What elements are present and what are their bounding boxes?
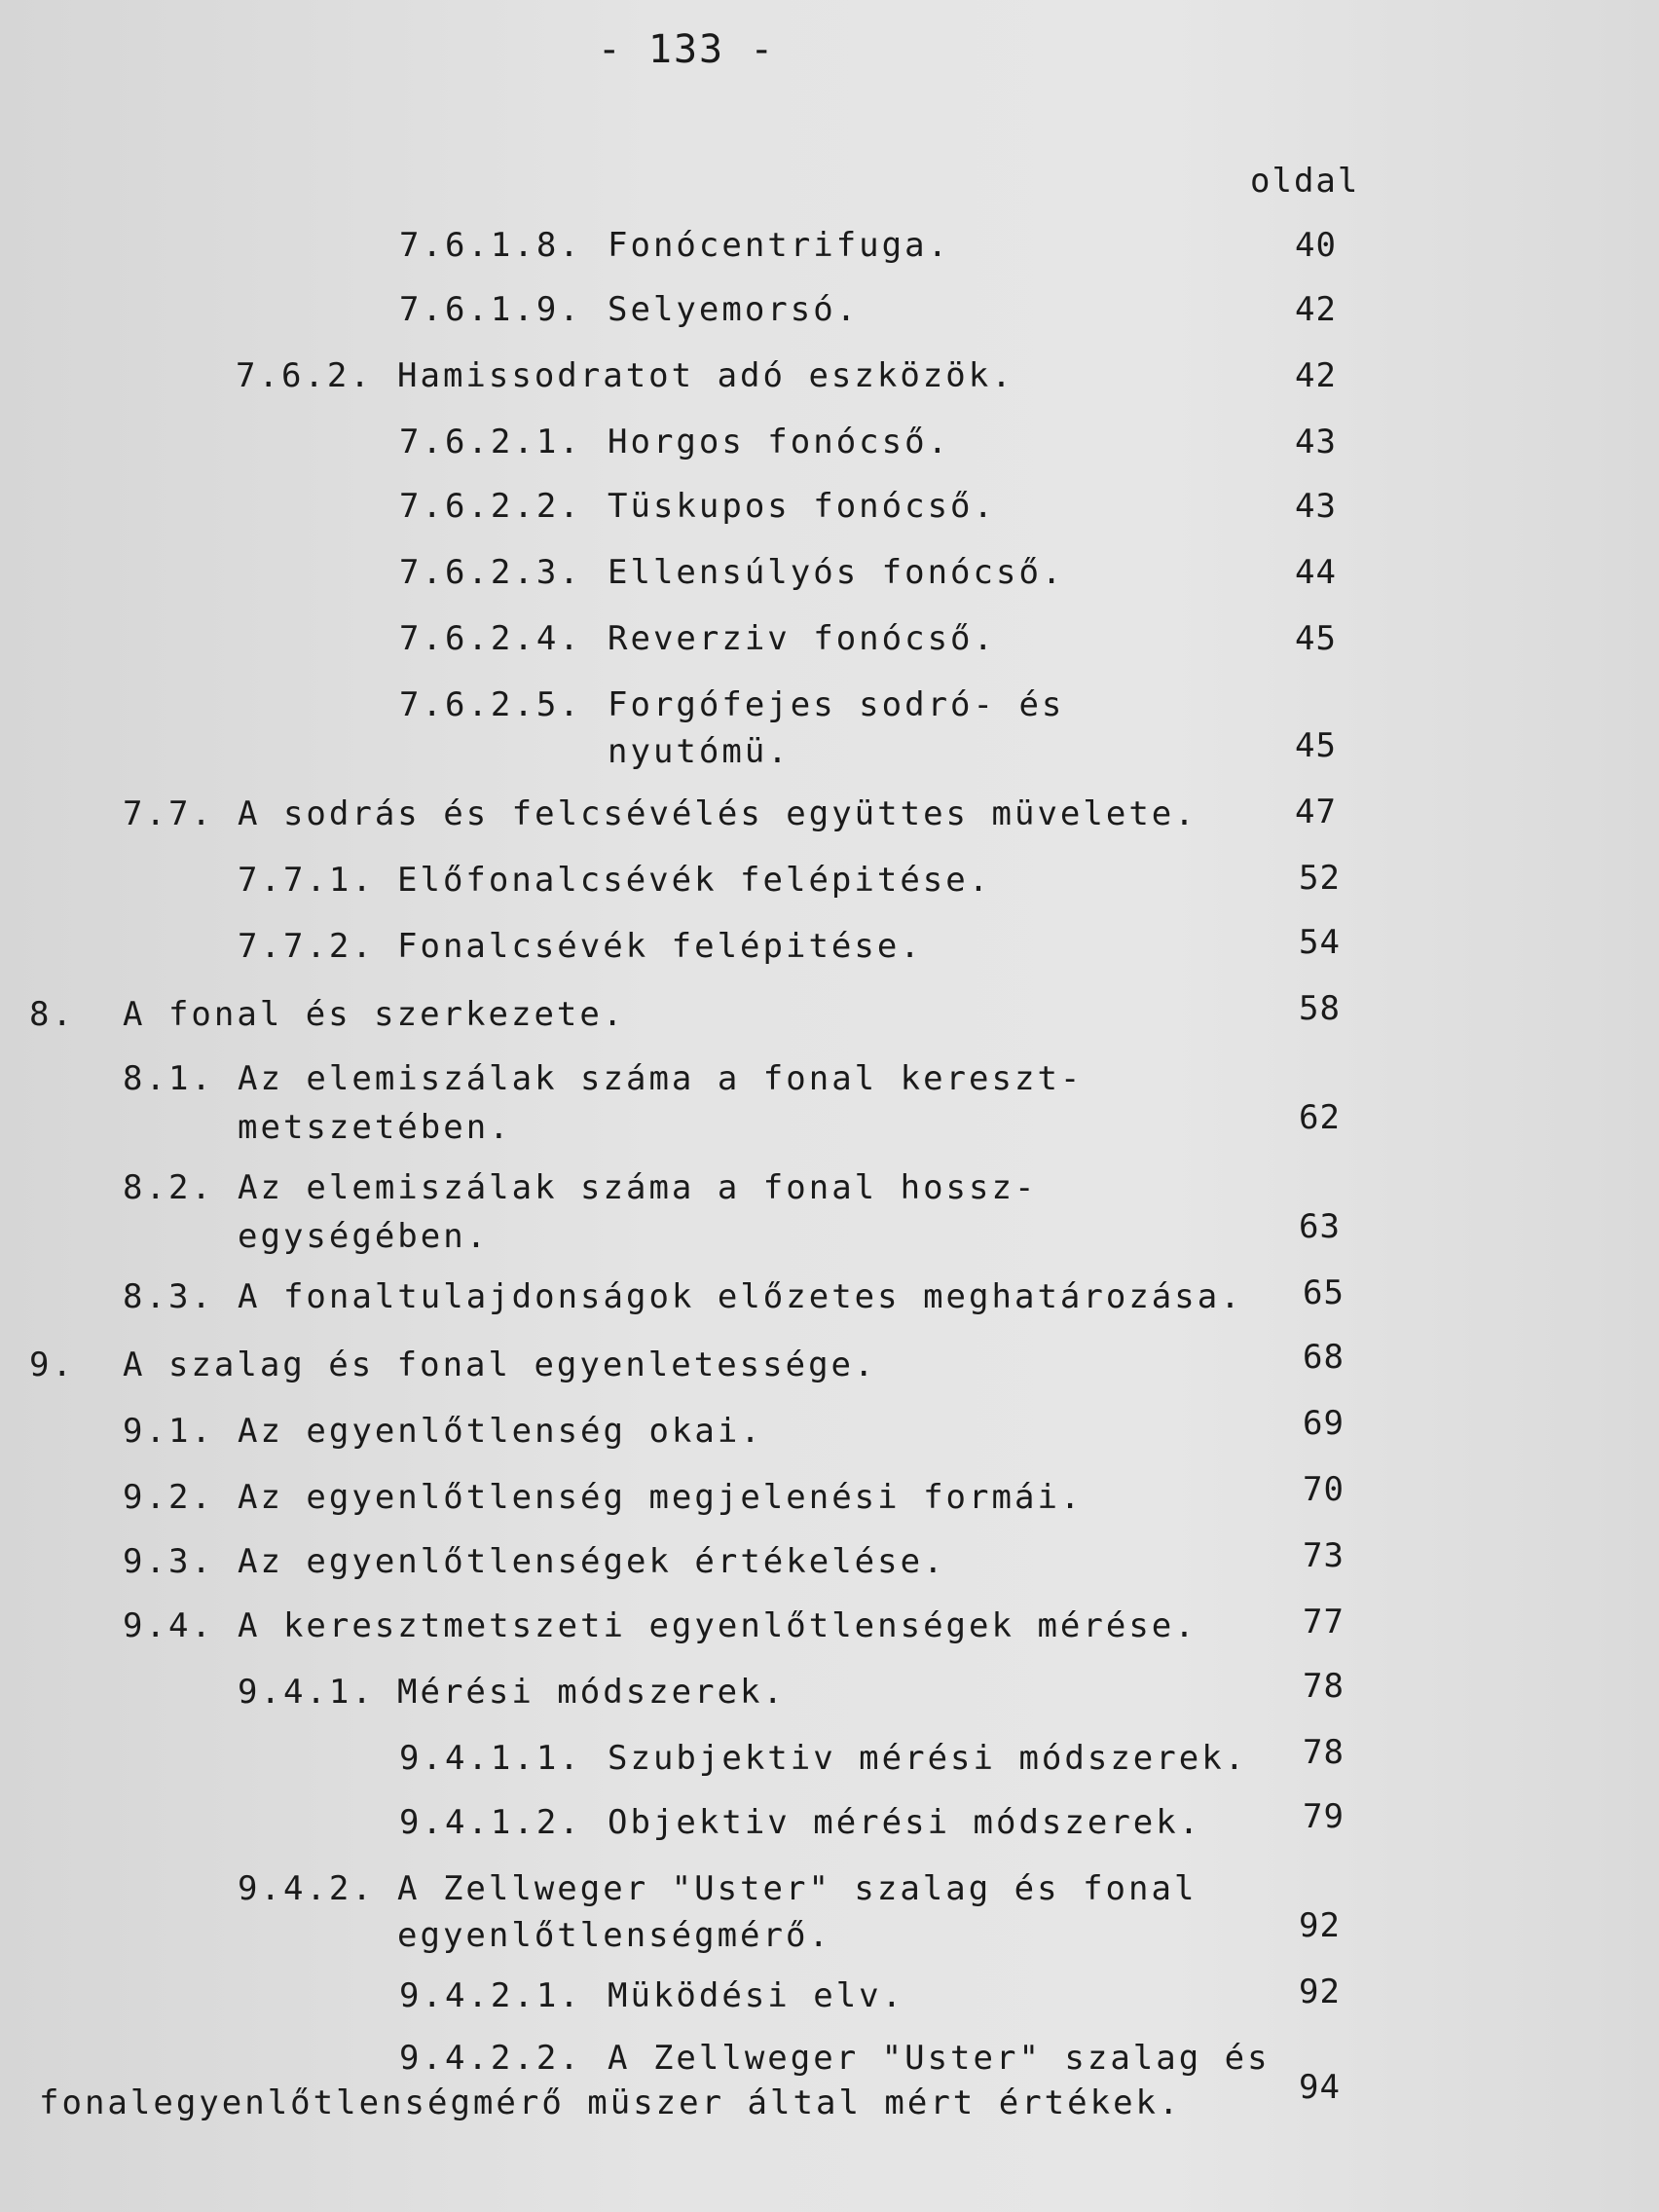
entry-title: Szubjektiv mérési módszerek. [608,1739,1248,1778]
entry-title-continuation: nyutómü. [608,732,791,771]
entry-title: Objektiv mérési módszerek. [608,1803,1202,1842]
entry-page: 47 [1295,793,1337,831]
entry-page: 45 [1295,619,1337,658]
entry-title: Az egyenlőtlenség megjelenési formái. [238,1478,1084,1517]
entry-number: 7.7.1. [238,861,375,900]
entry-title: Tüskupos fonócső. [608,487,996,526]
entry-page: 58 [1299,989,1341,1028]
entry-page: 54 [1299,923,1341,962]
entry-title: Az egyenlőtlenség okai. [238,1412,763,1451]
entry-page: 69 [1303,1404,1345,1443]
entry-number: 7.6.1.8. [399,226,582,265]
entry-title-continuation: egyenlőtlenségmérő. [397,1916,831,1955]
entry-title: Mérési módszerek. [397,1673,786,1712]
entry-page: 78 [1303,1667,1345,1706]
entry-page: 92 [1299,1972,1341,2011]
entry-page: 65 [1303,1273,1345,1312]
entry-number: 9.4.2.1. [399,1976,582,2015]
entry-title: Reverziv fonócső. [608,619,996,658]
entry-number: 7.6.2.2. [399,487,582,526]
page-number: - 133 - [597,27,776,72]
entry-page: 43 [1295,487,1337,526]
entry-page: 79 [1303,1797,1345,1836]
entry-title: A fonaltulajdonságok előzetes meghatározása. [238,1277,1243,1316]
entry-number: 7.7. [123,794,214,833]
entry-title: Forgófejes sodró- és [608,685,1065,724]
entry-number: 7.6.2.1. [399,423,582,461]
entry-title: Horgos fonócső. [608,423,951,461]
entry-number: 9.2. [123,1478,214,1517]
entry-page: 73 [1303,1536,1345,1575]
entry-page: 92 [1299,1906,1341,1945]
entry-title: A Zellweger "Uster" szalag és fonal [397,1869,1198,1908]
entry-number: 8.2. [123,1168,214,1207]
entry-title: Ellensúlyós fonócső. [608,553,1065,592]
entry-page: 42 [1295,290,1337,329]
entry-page: 77 [1303,1603,1345,1641]
entry-title: Fonócentrifuga. [608,226,951,265]
column-header-page: oldal [1250,162,1360,201]
entry-number: 9.1. [123,1412,214,1451]
entry-number: 9. [29,1346,75,1384]
entry-number: 9.3. [123,1542,214,1581]
entry-title: Müködési elv. [608,1976,905,2015]
entry-number: 9.4. [123,1606,214,1645]
entry-number: 9.4.2. [238,1869,375,1908]
entry-number: 7.6.1.9. [399,290,582,329]
entry-page: 40 [1295,226,1337,265]
entry-title: A Zellweger "Uster" szalag és [608,2039,1271,2078]
entry-page: 94 [1299,2068,1341,2107]
entry-title: A szalag és fonal egyenletessége. [123,1346,877,1384]
entry-number: 7.6.2. [236,356,373,395]
entry-title: Az elemiszálak száma a fonal hossz- [238,1168,1038,1207]
entry-number: 9.4.1. [238,1673,375,1712]
entry-page: 78 [1303,1733,1345,1772]
entry-page: 62 [1299,1098,1341,1137]
entry-page: 44 [1295,553,1337,592]
entry-title: Előfonalcsévék felépitése. [397,861,992,900]
entry-page: 43 [1295,423,1337,461]
entry-number: 7.6.2.4. [399,619,582,658]
entry-number: 9.4.1.1. [399,1739,582,1778]
entry-title-continuation: egységében. [238,1217,490,1256]
entry-title-continuation: metszetében. [238,1108,512,1147]
entry-number: 9.4.1.2. [399,1803,582,1842]
entry-page: 68 [1303,1338,1345,1377]
entry-number: 9.4.2.2. [399,2039,582,2078]
entry-title: Az elemiszálak száma a fonal kereszt- [238,1059,1084,1098]
entry-number: 7.7.2. [238,927,375,966]
entry-number: 8.1. [123,1059,214,1098]
entry-number: 7.6.2.3. [399,553,582,592]
entry-title: A sodrás és felcsévélés együttes müvelete. [238,794,1198,833]
entry-page: 63 [1299,1207,1341,1246]
entry-page: 70 [1303,1470,1345,1509]
entry-title: Az egyenlőtlenségek értékelése. [238,1542,946,1581]
entry-number: 7.6.2.5. [399,685,582,724]
entry-page: 45 [1295,726,1337,765]
entry-title: A keresztmetszeti egyenlőtlenségek mérése. [238,1606,1198,1645]
entry-page: 52 [1299,859,1341,898]
entry-number: 8. [29,995,75,1034]
entry-title-continuation: fonalegyenlőtlenségmérő müszer által mért értékek. [39,2083,1182,2122]
entry-title: A fonal és szerkezete. [123,995,626,1034]
entry-title: Selyemorsó. [608,290,860,329]
entry-page: 42 [1295,356,1337,395]
entry-number: 8.3. [123,1277,214,1316]
entry-title: Hamissodratot adó eszközök. [397,356,1014,395]
entry-title: Fonalcsévék felépitése. [397,927,923,966]
